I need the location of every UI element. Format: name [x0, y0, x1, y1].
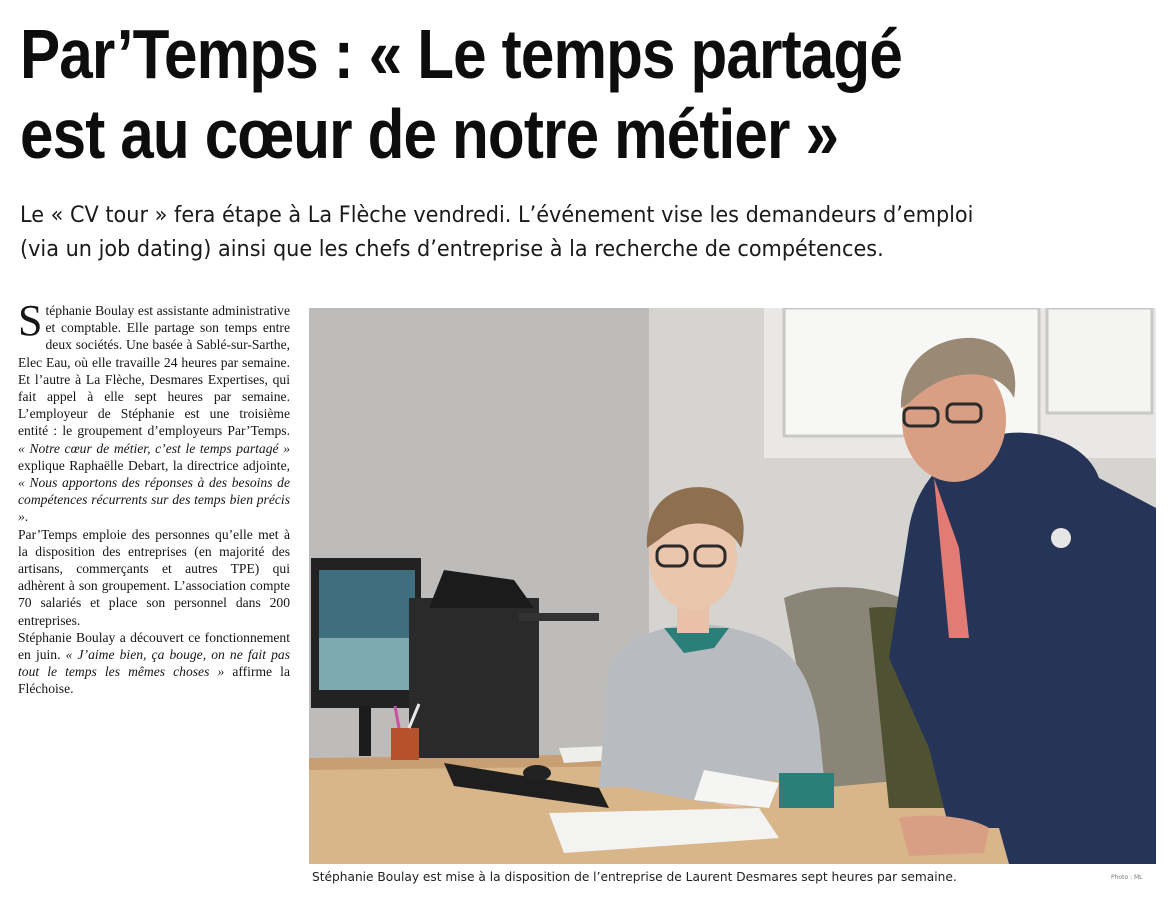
quote-2: « Nous apportons des réponses à des besoins de compétences récurrents sur des temps bien précis »	[18, 475, 290, 525]
paragraph-1: Stéphanie Boulay est assistante administrative et comptable. Elle partage son temps entre deux sociétés. Une basée à Sablé-sur-Sarthe, Elec Eau, où elle travaille 24 heures par semaine. Et l’autre à La Flèche, Desmares Expertises, qui fait appel à elle sept heures par semaine. L’employeur de Stéphanie est une troisième entité : le groupement d’employeurs Par’Temps. « Notre cœur de métier, c’est le temps partagé » explique Raphaëlle Debart, la directrice adjointe, « Nous apportons des réponses à des besoins de compétences récurrents sur des temps bien précis ».	[18, 296, 290, 525]
headline-line-2: est au cœur de notre métier »	[20, 95, 839, 173]
headline	[20, 14, 1000, 174]
quote-1: « Notre cœur de métier, c’est le temps partagé »	[18, 440, 290, 456]
article-photo	[309, 308, 1156, 864]
quote-3: « J’aime bien, ça bouge, on ne fait pas tout le temps les mêmes choses »	[18, 647, 290, 680]
standfirst-line-1: Le « CV tour » fera étape à La Flèche vendredi. L’événement vise les demandeurs d’emploi	[20, 202, 974, 228]
paragraph-2: Par’Temps emploie des personnes qu’elle met à la disposition des entreprises (en majorité des artisans, commerçants et autres TPE) qui adhèrent à son groupement. L’association compte 70 salariés et place son personnel dans 200 entreprises.	[18, 526, 290, 628]
photo-credit: Photo : ML	[1111, 874, 1143, 881]
headline-line-1: Par’Temps : « Le temps partagé	[20, 15, 902, 93]
paragraph-3: Stéphanie Boulay a découvert ce fonctionnement en juin. « J’aime bien, ça bouge, on ne fait pas tout le temps les mêmes choses » affirme la Fléchoise.	[18, 629, 290, 697]
article-body	[18, 296, 290, 698]
standfirst	[20, 198, 1075, 266]
photo-caption: Stéphanie Boulay est mise à la disposition de l’entreprise de Laurent Desmares sept heures par semaine.	[312, 870, 957, 884]
standfirst-line-2: (via un job dating) ainsi que les chefs d’entreprise à la recherche de compétences.	[20, 236, 884, 262]
drop-cap: S	[18, 296, 43, 345]
